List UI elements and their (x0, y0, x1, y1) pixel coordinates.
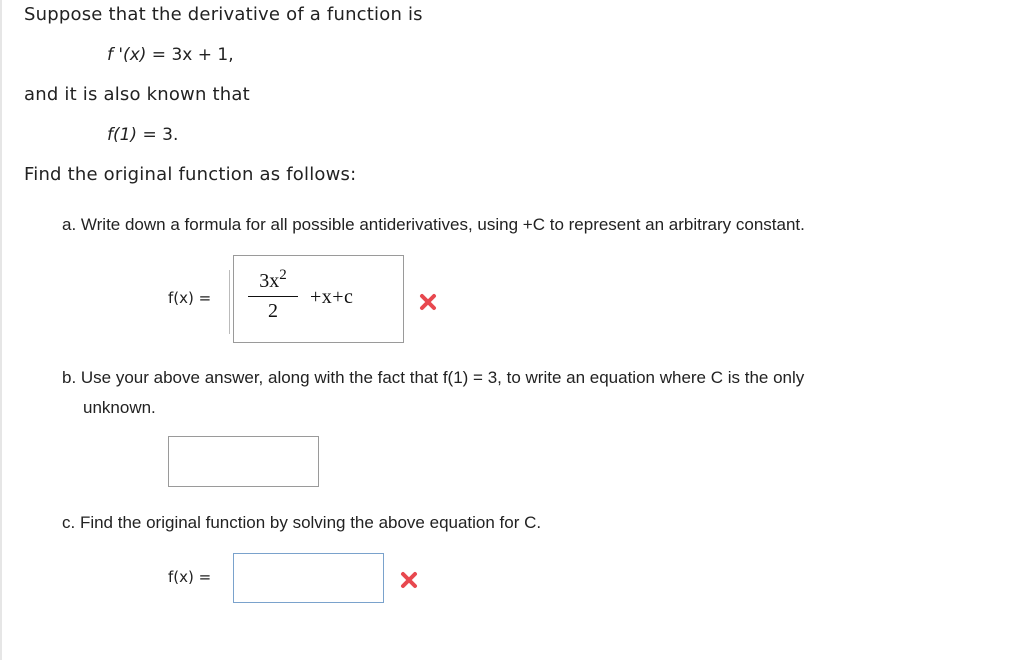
intro-line-3: Find the original function as follows: (24, 164, 357, 185)
fraction-numerator: $3x^2$ (259, 267, 287, 292)
left-border (0, 0, 2, 660)
intro-line-1: Suppose that the derivative of a function is (24, 4, 423, 25)
derivative-rhs: = 3x + 1, (151, 45, 234, 65)
derivative-label: f '(x) (107, 45, 147, 65)
fraction-denominator: 2 (268, 300, 278, 322)
part-b-prompt-line-1: b. Use your above answer, along with the fact that f(1) = 3, to write an equation where C is the only (62, 368, 805, 387)
incorrect-x-icon (418, 292, 438, 312)
fraction-exponent: 2 (279, 267, 287, 283)
answer-remainder: +x+c (310, 286, 354, 308)
part-c-answer-field[interactable] (233, 553, 384, 603)
fraction-bar (248, 296, 298, 297)
part-b-answer-field[interactable] (168, 436, 319, 487)
initial-condition (107, 125, 178, 145)
part-a-left-divider (229, 270, 230, 334)
part-a-fx-label: f(x) = (168, 289, 212, 307)
part-a-answer-field[interactable] (233, 255, 404, 343)
part-c-prompt: c. Find the original function by solving the above equation for C. (62, 513, 542, 532)
part-c-fx-label: f(x) = (168, 568, 212, 586)
answer-fraction (248, 262, 298, 323)
part-a-prompt: a. Write down a formula for all possible antiderivatives, using +C to represent an arbitrary constant. (62, 215, 805, 234)
part-b-prompt-line-2: unknown. (83, 398, 156, 417)
incorrect-x-icon (399, 570, 419, 590)
intro-line-2: and it is also known that (24, 84, 250, 105)
initial-rhs: = 3. (142, 125, 179, 145)
initial-label: f(1) (107, 125, 138, 145)
derivative-equation (107, 45, 234, 65)
